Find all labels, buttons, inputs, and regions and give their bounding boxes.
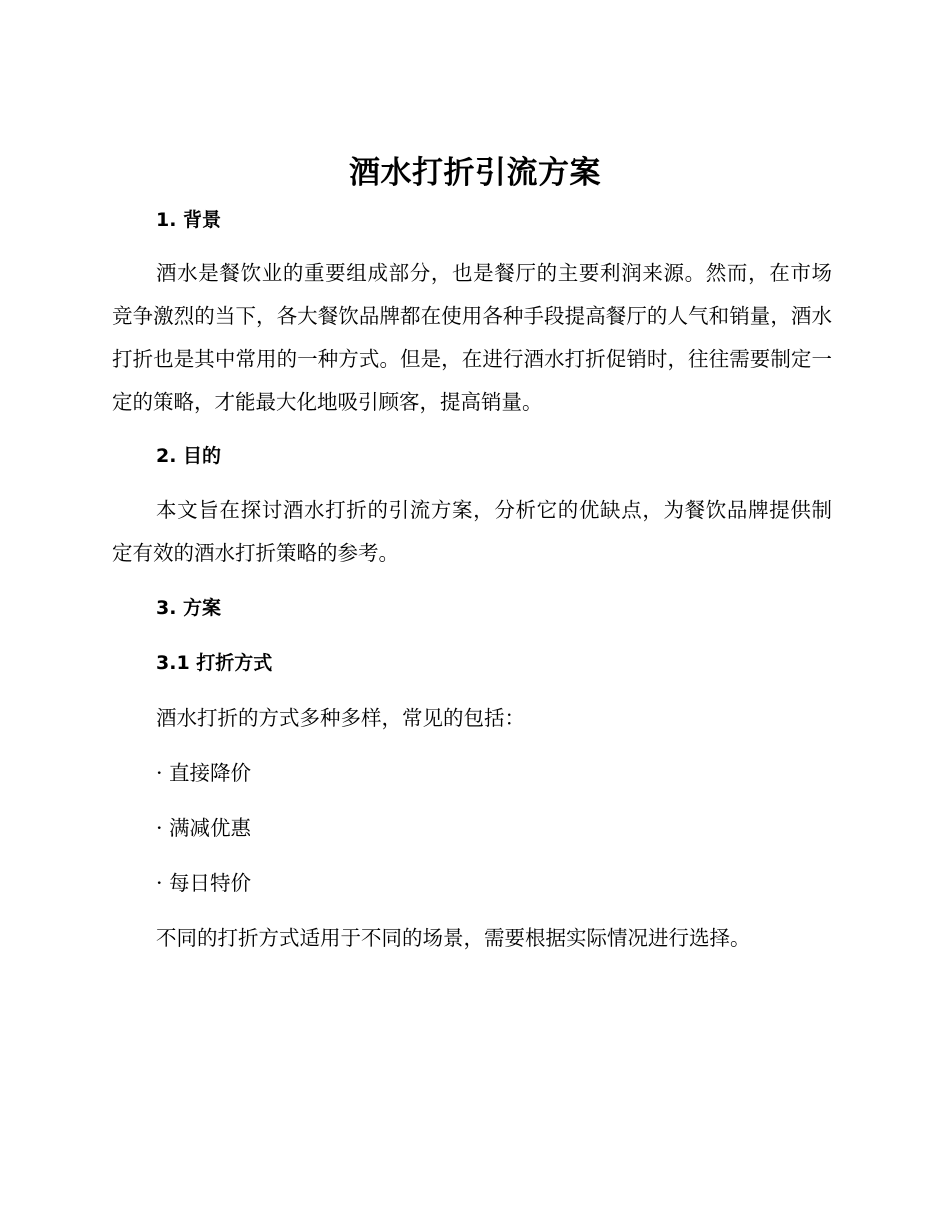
- section-heading-purpose: 2. 目的: [156, 445, 222, 467]
- list-item: · 满减优惠: [156, 816, 252, 840]
- section-heading-background: 1. 背景: [156, 209, 222, 231]
- discount-methods-intro: 酒水打折的方式多种多样，常见的包括：: [156, 706, 525, 730]
- list-item: · 每日特价: [156, 871, 252, 895]
- background-paragraph: 酒水是餐饮业的重要组成部分，也是餐厅的主要利润来源。然而，在市场竞争激烈的当下，各大餐饮品牌都在使用各种手段提高餐厅的人气和销量，酒水打折也是其中常用的一种方式。但是，在进行酒水打折促销时，往往需要制定一定的策略，才能最大化地吸引顾客，提高销量。: [112, 261, 832, 414]
- section-heading-plan: 3. 方案: [156, 597, 222, 619]
- purpose-paragraph: 本文旨在探讨酒水打折的引流方案，分析它的优缺点，为餐饮品牌提供制定有效的酒水打折策略的参考。: [112, 498, 832, 565]
- subsection-heading-discount-methods: 3.1 打折方式: [156, 652, 273, 674]
- discount-methods-conclusion: 不同的打折方式适用于不同的场景，需要根据实际情况进行选择。: [156, 926, 751, 950]
- list-item: · 直接降价: [156, 761, 252, 785]
- document-title: 酒水打折引流方案: [349, 155, 601, 191]
